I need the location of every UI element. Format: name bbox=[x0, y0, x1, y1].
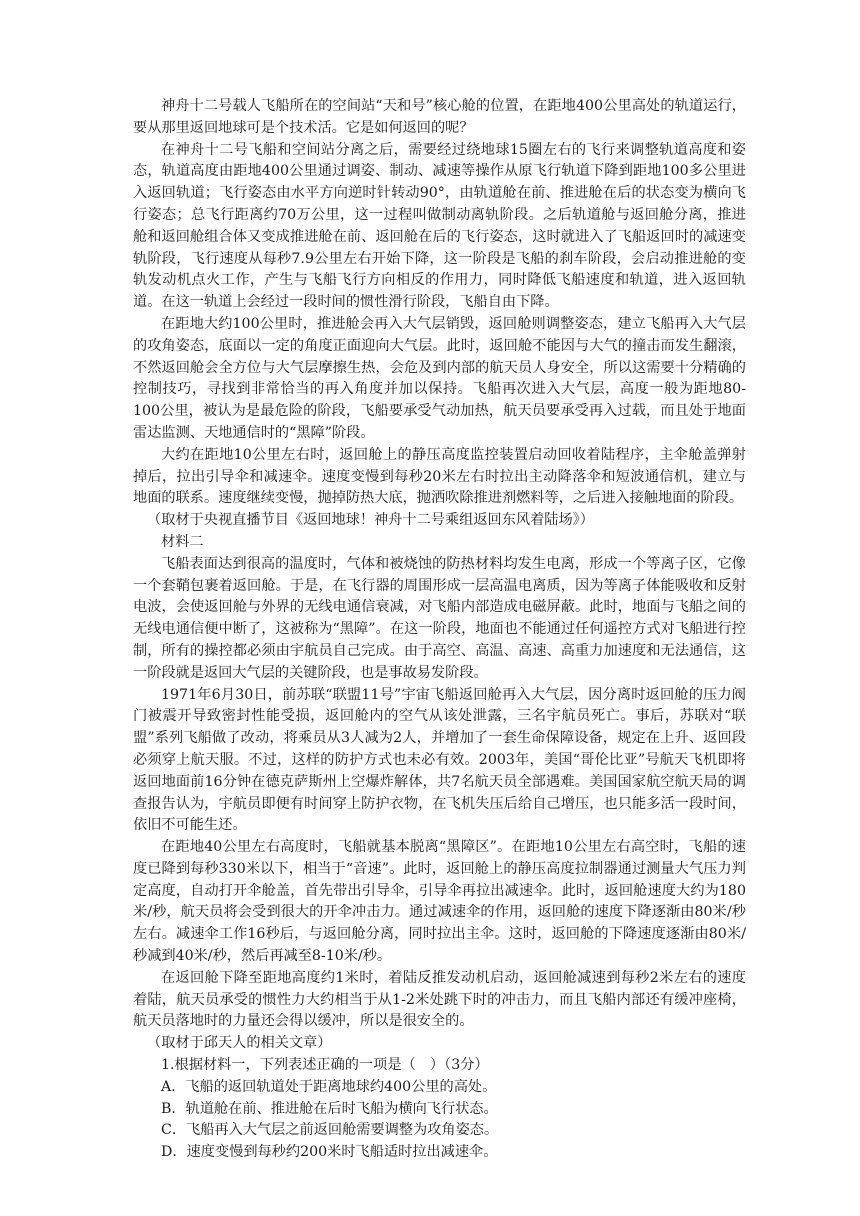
material1-paragraph-2: 在神舟十二号飞船和空间站分离之后，需要经过绕地球15圈左右的飞行来调整轨道高度和姿态，轨道高度由距地400公里通过调姿、制动、减速等操作从原飞行轨道下降到距地100多公里进入返回轨道；飞行姿态由水平方向逆时针转动90°，由轨道舱在前、推进舱在后的状态变为横向飞行姿态；总飞行距离约70万公里，这一过程叫做制动离轨阶段。之后轨道舱与返回舱分离，推进舱和返回舱组合体又变成推进舱在前、返回舱在后的飞行姿态，这时就进入了飞船返回时的减速变轨阶段，飞行速度从每秒7.9公里左右开始下降，这一阶段是飞船的刹车阶段，会启动推进舱的变轨发动机点火工作，产生与飞船飞行方向相反的作用力，同时降低飞船速度和轨道，进入返回轨道。在这一轨道上会经过一段时间的惯性滑行阶段，飞船自由下降。 bbox=[133, 141, 746, 311]
material2-label: 材料二 bbox=[161, 533, 204, 550]
material2-paragraph-4: 在返回舱下降至距地高度约1米时，着陆反推发动机启动，返回舱减速到每秒2米左右的速度着陆，航天员承受的惯性力大约相当于从1-2米处跳下时的冲击力，而且飞船内部还有缓冲座椅，航天员落地时的力量还会得以缓冲，所以是很安全的。 bbox=[133, 969, 746, 1030]
question1-option-b: B．轨道舱在前、推进舱在后时飞船为横向飞行状态。 bbox=[161, 1100, 498, 1117]
material1-paragraph-1: 神舟十二号载人飞船所在的空间站“天和号”核心舱的位置，在距地400公里高处的轨道运行，要从那里返回地球可是个技术活。它是如何返回的呢？ bbox=[133, 98, 746, 136]
question1-option-a: A．飞船的返回轨道处于距离地球约400公里的高处。 bbox=[161, 1078, 497, 1095]
material1-paragraph-4: 大约在距地10公里左右时，返回舱上的静压高度监控装置启动回收着陆程序，主伞舱盖弹射掉后，拉出引导伞和减速伞。速度变慢到每秒20米左右时拉出主动降落伞和短波通信机，建立与地面的联系。速度继续变慢，抛掉防热大底，抛洒吹除推进剂燃料等，之后进入接触地面的阶段。 bbox=[133, 446, 746, 507]
material2-source: （取材于邱天人的相关文章） bbox=[147, 1035, 332, 1052]
material2-paragraph-1: 飞船表面达到很高的温度时，气体和被烧蚀的防热材料均发生电离，形成一个等离子区，它像一个套鞘包裹着返回舱。于是，在飞行器的周围形成一层高温电离质，因为等离子体能吸收和反射电波，会使返回舱与外界的无线电通信衰减，对飞船内部造成电磁屏蔽。此时，地面与飞船之间的无线电通信便中断了，这被称为“黑障”。在这一阶段，地面也不能通过任何遥控方式对飞船进行控制，所有的操控都必须由宇航员自己完成。由于高空、高温、高速、高重力加速度和无法通信，这一阶段就是返回大气层的关键阶段，也是事故易发阶段。 bbox=[133, 555, 746, 681]
material2-paragraph-2: 1971年6月30日，前苏联“联盟11号”宇宙飞船返回舱再入大气层，因分离时返回舱的压力阀门被震开导致密封性能受损，返回舱内的空气从该处泄露，三名宇航员死亡。事后，苏联对“联盟”系列飞船做了改动，将乘员从3人减为2人，并增加了一套生命保障设备，规定在上升、返回段必须穿上航天服。不过，这样的防护方式也未必有效。2003年，美国“哥伦比亚”号航天飞机即将返回地面前16分钟在德克萨斯州上空爆炸解体，共7名航天员全部遇难。美国国家航空航天局的调查报告认为，宇航员即便有时间穿上防护衣物，在飞机失压后给自己增压，也只能多活一段时间，依旧不可能生还。 bbox=[133, 686, 746, 834]
material2-paragraph-3: 在距地40公里左右高度时，飞船就基本脱离“黑障区”。在距地10公里左右高空时，飞船的速度已降到每秒330米以下，相当于“音速”。此时，返回舱上的静压高度拉制器通过测量大气压力判定高度，自动打开伞舱盖，首先带出引导伞，引导伞再拉出减速伞。此时，返回舱速度大约为180米/秒，航天员将会受到很大的开伞冲击力。通过减速伞的作用，返回舱的速度下降逐渐由80米/秒左右。减速伞工作16秒后，与返回舱分离，同时拉出主伞。这时，返回舱的下降速度逐渐由80米/秒减到40米/秒，然后再减至8-10米/秒。 bbox=[133, 839, 746, 965]
material1-source: （取材于央视直播节目《返回地球！神舟十二号乘组返回东风着陆场》） bbox=[147, 512, 594, 529]
question1-option-d: D．速度变慢到每秒约200米时飞船适时拉出减速伞。 bbox=[161, 1144, 498, 1161]
material1-paragraph-3: 在距地大约100公里时，推进舱会再入大气层销毁，返回舱则调整姿态，建立飞船再入大气层的攻角姿态，底面以一定的角度正面迎向大气层。此时，返回舱不能因与大气的撞击而发生翻滚，不然返回舱会全方位与大气层摩擦生热，会危及到内部的航天员人身安全，所以这需要十分精确的控制技巧，寻找到非常恰当的再入角度并加以保持。飞船再次进入大气层，高度一般为距地80-100公里，被认为是最危险的阶段，飞船要承受气动加热，航天员要承受再入过载，而且处于地面雷达监测、天地通信时的“黑障”阶段。 bbox=[133, 315, 746, 441]
question1-stem: 1.根据材料一，下列表述正确的一项是（ ）（3分） bbox=[161, 1057, 489, 1074]
question1-option-c: C．飞船再入大气层之前返回舱需要调整为攻角姿态。 bbox=[161, 1122, 499, 1139]
